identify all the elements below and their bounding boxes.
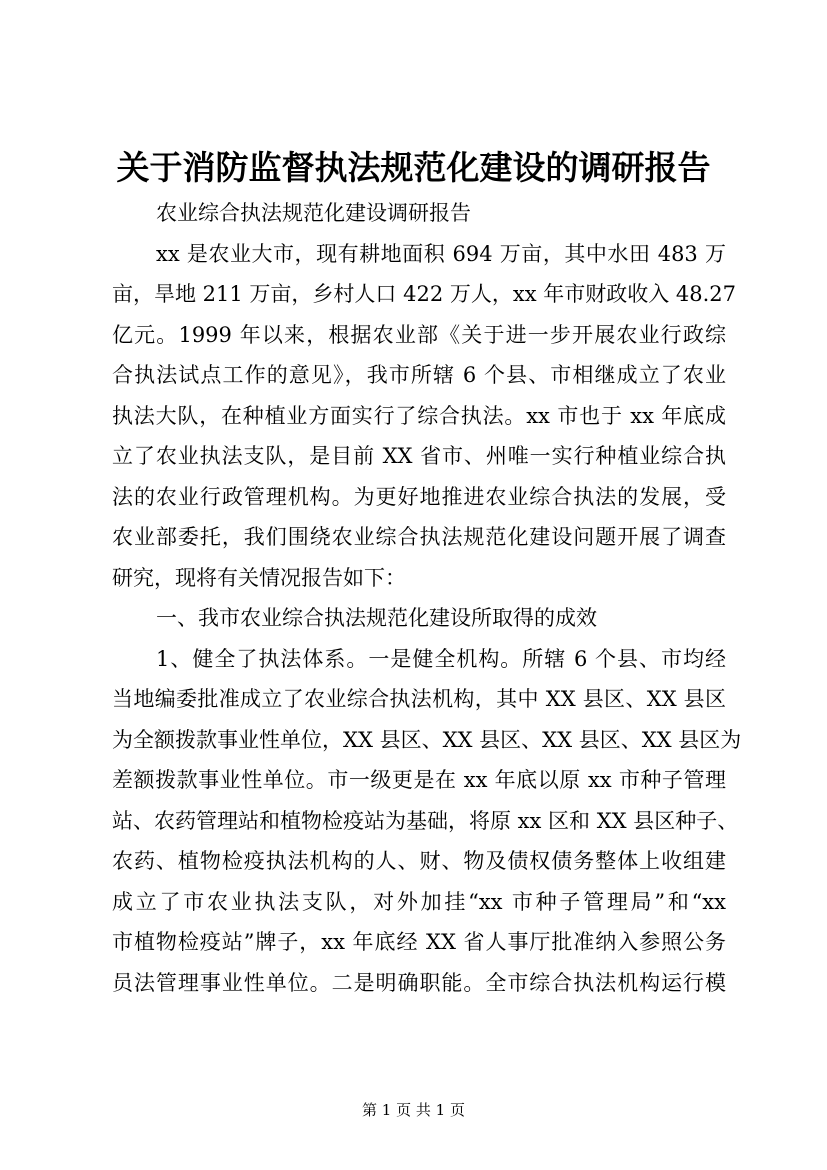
document-body <box>112 193 742 1003</box>
body-line: 当地编委批准成立了农业综合执法机构，其中 XX 县区、XX 县区 <box>112 687 726 711</box>
page-footer: 第 1 页 共 1 页 <box>362 1101 465 1119</box>
body-line: 成立了市农业执法支队，对外加挂“xx 市种子管理局”和“xx <box>112 889 726 914</box>
body-line: 立了农业执法支队，是目前 XX 省市、州唯一实行种植业综合执 <box>112 444 726 468</box>
body-line: 市植物检疫站”牌子，xx 年底经 XX 省人事厅批准纳入参照公务 <box>112 930 726 954</box>
body-line: 为全额拨款事业性单位，XX 县区、XX 县区、XX 县区、XX 县区为 <box>112 727 742 752</box>
body-line: 农业综合执法规范化建设调研报告 <box>156 201 471 225</box>
body-line: 研究，现将有关情况报告如下： <box>112 565 406 590</box>
body-line: 差额拨款事业性单位。市一级更是在 xx 年底以原 xx 市种子管理 <box>112 768 726 792</box>
body-line: 员法管理事业性单位。二是明确职能。全市综合执法机构运行模 <box>112 970 726 995</box>
body-line: 法的农业行政管理机构。为更好地推进农业综合执法的发展，受 <box>112 484 726 509</box>
document-title: 关于消防监督执法规范化建设的调研报告 <box>116 148 711 187</box>
body-line: 亿元。1999 年以来，根据农业部《关于进一步开展农业行政综 <box>112 322 726 347</box>
body-line: 合执法试点工作的意见》，我市所辖 6 个县、市相继成立了农业 <box>112 363 726 387</box>
body-line: 1、健全了执法体系。一是健全机构。所辖 6 个县、市均经 <box>156 646 726 671</box>
body-line: 农药、植物检疫执法机构的人、财、物及债权债务整体上收组建 <box>112 849 726 873</box>
body-line: 一、我市农业综合执法规范化建设所取得的成效 <box>156 606 597 630</box>
body-line: 执法大队，在种植业方面实行了综合执法。xx 市也于 xx 年底成 <box>112 403 726 428</box>
body-line: 站、农药管理站和植物检疫站为基础，将原 xx 区和 XX 县区种子、 <box>112 808 739 833</box>
body-line: xx 是农业大市，现有耕地面积 694 万亩，其中水田 483 万 <box>156 241 726 266</box>
body-line: 农业部委托，我们围绕农业综合执法规范化建设问题开展了调查 <box>112 525 726 549</box>
body-line: 亩，旱地 211 万亩，乡村人口 422 万人，xx 年市财政收入 48.27 <box>112 282 737 306</box>
